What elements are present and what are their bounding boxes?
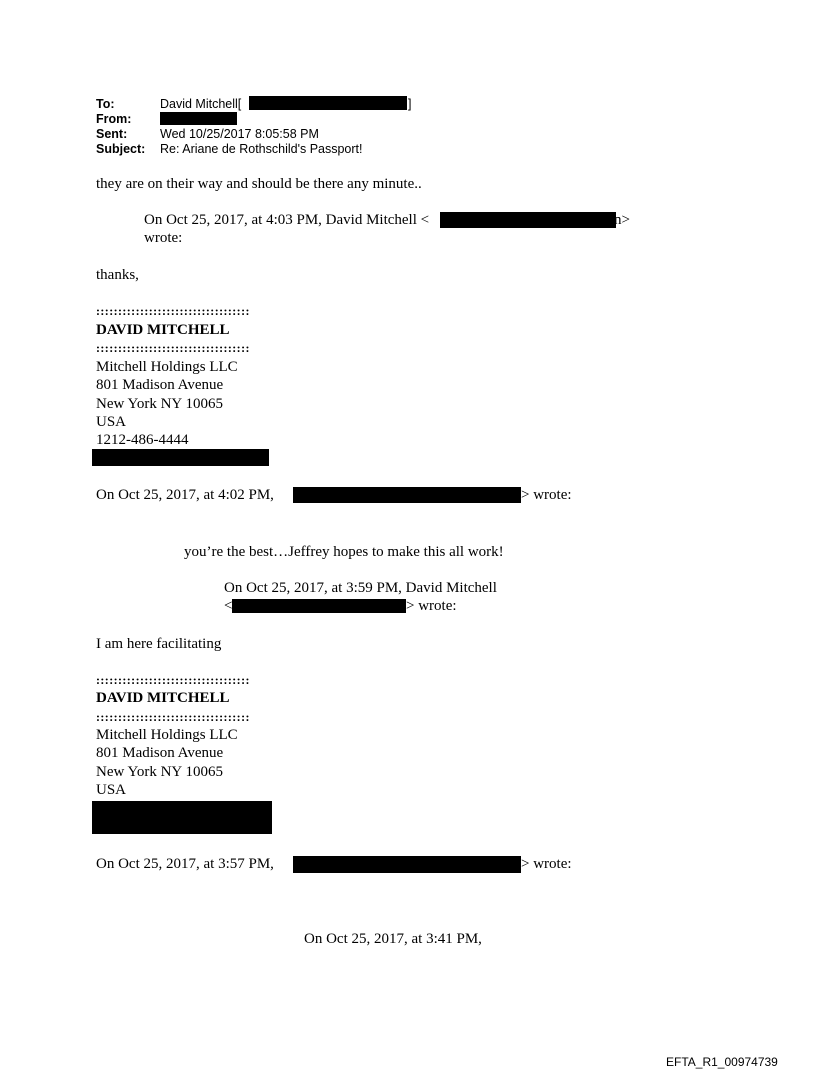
quote1-tail: n>	[614, 212, 630, 228]
quote3-suffix: > wrote:	[406, 598, 457, 614]
sig2-dots-bottom: :::::::::::::::::::::::::::::::::::	[96, 710, 250, 724]
quote1-line1: On Oct 25, 2017, at 4:03 PM, David Mitchell <	[144, 212, 430, 228]
quote3-open: <	[224, 598, 233, 614]
redaction-from	[160, 112, 237, 125]
redaction-quote3-email	[232, 599, 406, 613]
sig2-company: Mitchell Holdings LLC	[96, 727, 238, 743]
sig1-company: Mitchell Holdings LLC	[96, 359, 238, 375]
sig2-address: 801 Madison Avenue	[96, 745, 224, 761]
thanks-line: thanks,	[96, 267, 139, 283]
quote4-suffix: > wrote:	[521, 856, 572, 872]
redaction-quote4-sender	[293, 856, 521, 873]
redaction-to	[249, 96, 407, 110]
redaction-sig1-email	[92, 449, 269, 466]
quote2-suffix: > wrote:	[521, 487, 572, 503]
sig2-country: USA	[96, 782, 127, 798]
to-close-bracket: ]	[408, 97, 412, 111]
redaction-quote2-sender	[293, 487, 521, 503]
sig2-name: DAVID MITCHELL	[96, 690, 230, 706]
to-value: David Mitchell[	[160, 97, 242, 111]
quote4-prefix: On Oct 25, 2017, at 3:57 PM,	[96, 856, 274, 872]
redaction-quote1-email	[440, 212, 616, 228]
sent-label: Sent:	[96, 127, 128, 141]
subject-label: Subject:	[96, 142, 146, 156]
sig1-phone: 1212-486-4444	[96, 432, 189, 448]
body-line-on-their-way: they are on their way and should be there any minute..	[96, 176, 422, 192]
quote1-line2: wrote:	[144, 230, 183, 246]
sig1-city: New York NY 10065	[96, 396, 223, 412]
redaction-sig2-contact	[92, 801, 272, 834]
sig1-name: DAVID MITCHELL	[96, 322, 230, 338]
sig2-dots-top: :::::::::::::::::::::::::::::::::::	[96, 673, 250, 687]
document-id: EFTA_R1_00974739	[666, 1055, 778, 1069]
best-line: you’re the best…Jeffrey hopes to make this all work!	[184, 544, 504, 560]
quote2-prefix: On Oct 25, 2017, at 4:02 PM,	[96, 487, 274, 503]
facilitating-line: I am here facilitating	[96, 636, 222, 652]
sig1-address: 801 Madison Avenue	[96, 377, 224, 393]
from-label: From:	[96, 112, 132, 126]
subject-value: Re: Ariane de Rothschild's Passport!	[160, 142, 363, 156]
quote5-line: On Oct 25, 2017, at 3:41 PM,	[304, 931, 482, 947]
sig2-city: New York NY 10065	[96, 764, 223, 780]
sig1-dots-bottom: :::::::::::::::::::::::::::::::::::	[96, 341, 250, 355]
sent-value: Wed 10/25/2017 8:05:58 PM	[160, 127, 319, 141]
sig1-dots-top: :::::::::::::::::::::::::::::::::::	[96, 304, 250, 318]
quote3-line1: On Oct 25, 2017, at 3:59 PM, David Mitchell	[224, 580, 497, 596]
sig1-country: USA	[96, 414, 127, 430]
to-label: To:	[96, 97, 115, 111]
